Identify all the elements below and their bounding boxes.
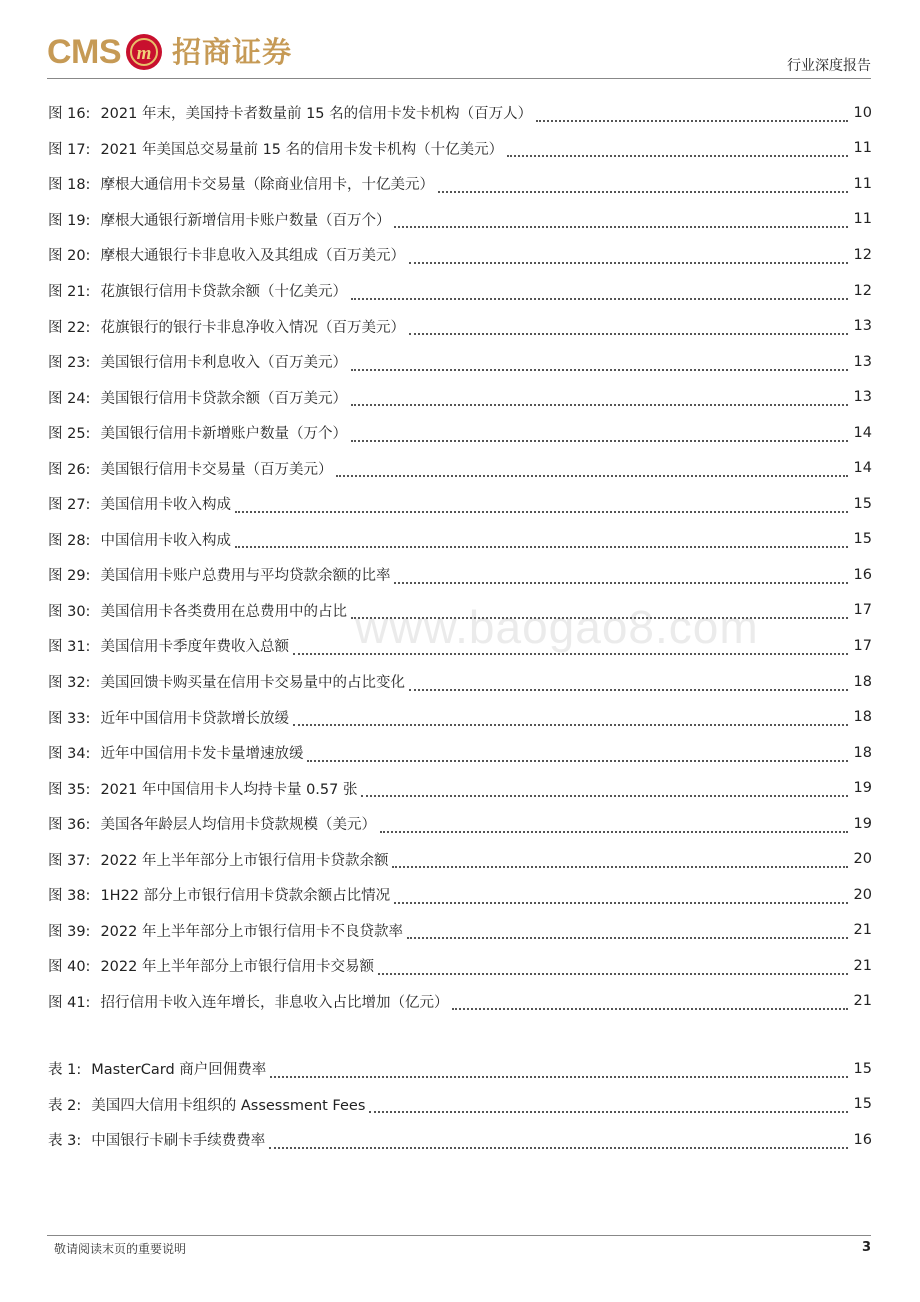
entry-title[interactable]: 招行信用卡收入连年增长，非息收入占比增加（亿元）	[100, 994, 449, 1011]
dot-leader	[235, 534, 848, 548]
dot-leader	[392, 854, 848, 868]
entry-page-number[interactable]: 13	[853, 318, 872, 335]
entry-page-number[interactable]: 20	[853, 886, 872, 903]
entry-title[interactable]: 美国银行信用卡利息收入（百万美元）	[100, 355, 347, 372]
dot-leader	[269, 1135, 848, 1149]
entry-label: 图 40:	[48, 959, 91, 976]
figure-toc-entry[interactable]	[48, 557, 872, 593]
entry-title[interactable]: 美国信用卡收入构成	[100, 497, 231, 514]
dot-leader	[407, 925, 848, 939]
entry-page-number[interactable]: 16	[853, 1131, 872, 1148]
figure-toc-entry[interactable]	[48, 486, 872, 522]
entry-title[interactable]: 1H22 部分上市银行信用卡贷款余额占比情况	[100, 888, 391, 905]
entry-title[interactable]: 2021 年美国总交易量前 15 名的信用卡发卡机构（十亿美元）	[100, 141, 504, 158]
entry-page-number[interactable]: 16	[853, 566, 872, 583]
entry-label: 表 1:	[48, 1062, 82, 1079]
entry-label: 图 20:	[48, 248, 91, 265]
table-toc-entry[interactable]	[48, 1122, 872, 1158]
entry-label: 图 17:	[48, 141, 91, 158]
entry-page-number[interactable]: 13	[853, 353, 872, 370]
dot-leader	[409, 250, 848, 264]
entry-page-number[interactable]: 20	[853, 851, 872, 868]
entry-title[interactable]: 2021 年中国信用卡人均持卡量 0.57 张	[100, 781, 358, 798]
figure-toc-entry[interactable]	[48, 735, 872, 771]
page-number: 3	[861, 1240, 871, 1255]
entry-title[interactable]: 美国信用卡账户总费用与平均贷款余额的比率	[100, 568, 391, 585]
figure-toc-entry[interactable]	[48, 628, 872, 664]
figure-toc-entry[interactable]	[48, 699, 872, 735]
entry-page-number[interactable]: 19	[853, 780, 872, 797]
entry-page-number[interactable]: 15	[853, 1060, 872, 1077]
table-toc-entry[interactable]	[48, 1051, 872, 1087]
entry-label: 图 28:	[48, 532, 91, 549]
figure-toc-entry[interactable]	[48, 593, 872, 629]
figure-toc-entry[interactable]	[48, 806, 872, 842]
entry-label: 图 34:	[48, 746, 91, 763]
dot-leader	[307, 748, 848, 762]
dot-leader	[270, 1064, 848, 1078]
dot-leader	[378, 961, 848, 975]
dot-leader	[336, 463, 848, 477]
entry-page-number[interactable]: 15	[853, 531, 872, 548]
dot-leader	[380, 819, 848, 833]
entry-title[interactable]: 花旗银行信用卡贷款余额（十亿美元）	[100, 284, 347, 300]
figure-toc-entry[interactable]	[48, 379, 872, 415]
entry-page-number[interactable]: 17	[853, 637, 872, 654]
entry-label: 图 16:	[48, 106, 91, 123]
figure-toc-entry[interactable]	[48, 450, 872, 486]
report-type: 行业深度报告	[787, 58, 871, 74]
figure-toc-entry[interactable]	[48, 770, 872, 806]
tables-toc	[48, 1051, 872, 1158]
entry-title[interactable]: 近年中国信用卡贷款增长放缓	[100, 710, 289, 727]
dot-leader	[409, 677, 848, 691]
entry-page-number[interactable]: 12	[853, 282, 872, 299]
dot-leader	[409, 321, 848, 335]
entry-label: 图 23:	[48, 355, 91, 372]
entry-title[interactable]: 美国银行信用卡贷款余额（百万美元）	[100, 390, 347, 407]
entry-label: 图 26:	[48, 461, 91, 478]
entry-page-number[interactable]: 12	[853, 246, 872, 263]
dot-leader	[293, 712, 848, 726]
figure-toc-entry[interactable]	[48, 415, 872, 451]
entry-label: 表 2:	[48, 1097, 82, 1114]
figure-toc-entry[interactable]	[48, 664, 872, 700]
figure-toc-entry[interactable]	[48, 308, 872, 344]
entry-label: 图 25:	[48, 426, 91, 443]
entry-title[interactable]: 中国银行卡刷卡手续费费率	[91, 1133, 266, 1150]
entry-page-number[interactable]: 17	[853, 602, 872, 619]
entry-label: 图 29:	[48, 568, 91, 585]
dot-leader	[394, 214, 848, 228]
dot-leader	[351, 392, 848, 406]
entry-label: 图 21:	[48, 284, 91, 300]
entry-page-number[interactable]: 14	[853, 460, 872, 477]
entry-label: 图 36:	[48, 817, 91, 834]
dot-leader	[293, 641, 848, 655]
dot-leader	[351, 428, 848, 442]
entry-label: 图 41:	[48, 994, 91, 1011]
entry-label: 图 31:	[48, 639, 91, 656]
entry-page-number[interactable]: 13	[853, 389, 872, 406]
logo-emblem-icon	[124, 32, 164, 72]
entry-page-number[interactable]: 21	[853, 957, 872, 974]
dot-leader	[394, 890, 848, 904]
entry-label: 图 19:	[48, 212, 91, 229]
entry-label: 图 38:	[48, 888, 91, 905]
svg-text:m: m	[136, 43, 152, 64]
logo-chinese-name: 招商证券	[172, 35, 293, 69]
entry-label: 图 37:	[48, 852, 91, 869]
dot-leader	[452, 996, 848, 1010]
entry-title[interactable]: 摩根大通信用卡交易量（除商业信用卡，十亿美元）	[100, 177, 434, 194]
footer-divider	[47, 1235, 871, 1236]
entry-title[interactable]: MasterCard 商户回佣费率	[91, 1062, 267, 1079]
entry-page-number[interactable]: 14	[853, 424, 872, 441]
entry-page-number[interactable]: 18	[853, 673, 872, 690]
entry-title[interactable]: 美国四大信用卡组织的 Assessment Fees	[91, 1097, 366, 1114]
figure-toc-entry[interactable]	[48, 948, 872, 984]
entry-page-number[interactable]: 19	[853, 815, 872, 832]
entry-title[interactable]: 美国各年龄层人均信用卡贷款规模（美元）	[100, 817, 376, 834]
entry-title[interactable]: 2022 年上半年部分上市银行信用卡不良贷款率	[100, 923, 403, 940]
entry-label: 图 35:	[48, 781, 91, 798]
entry-title[interactable]: 2022 年上半年部分上市银行信用卡交易额	[100, 959, 374, 976]
entry-title[interactable]: 美国信用卡季度年费收入总额	[100, 639, 289, 656]
figure-toc-entry[interactable]	[48, 984, 872, 1020]
dot-leader	[536, 108, 848, 122]
entry-label: 图 32:	[48, 675, 91, 692]
dot-leader	[235, 499, 848, 513]
entry-page-number[interactable]: 10	[853, 104, 872, 121]
figures-toc	[48, 95, 872, 1019]
logo-text: CMS	[47, 33, 122, 71]
entry-title[interactable]: 美国银行信用卡交易量（百万美元）	[100, 461, 333, 478]
entry-label: 图 30:	[48, 603, 91, 620]
entry-page-number[interactable]: 11	[853, 175, 872, 192]
figure-toc-entry[interactable]	[48, 95, 872, 131]
entry-title[interactable]: 2021 年末，美国持卡者数量前 15 名的信用卡发卡机构（百万人）	[100, 106, 533, 123]
entry-title[interactable]: 摩根大通银行新增信用卡账户数量（百万个）	[100, 212, 391, 229]
entry-label: 图 24:	[48, 390, 91, 407]
dot-leader	[361, 783, 848, 797]
figure-toc-entry[interactable]	[48, 522, 872, 558]
entry-title[interactable]: 中国信用卡收入构成	[100, 532, 231, 549]
entry-label: 图 39:	[48, 923, 91, 940]
entry-title[interactable]: 美国信用卡各类费用在总费用中的占比	[100, 603, 347, 620]
entry-title[interactable]: 美国回馈卡购买量在信用卡交易量中的占比变化	[100, 675, 405, 692]
dot-leader	[369, 1099, 848, 1113]
cms-logo	[47, 30, 292, 74]
entry-label: 图 22:	[48, 319, 91, 336]
entry-page-number[interactable]: 15	[853, 495, 872, 512]
dot-leader	[394, 570, 848, 584]
entry-title[interactable]: 摩根大通银行卡非息收入及其组成（百万美元）	[100, 248, 405, 265]
entry-title[interactable]: 花旗银行的银行卡非息净收入情况（百万美元）	[100, 319, 405, 336]
entry-title[interactable]: 2022 年上半年部分上市银行信用卡贷款余额	[100, 852, 389, 869]
table-toc-entry[interactable]	[48, 1087, 872, 1123]
entry-label: 图 33:	[48, 710, 91, 727]
entry-page-number[interactable]: 18	[853, 744, 872, 761]
dot-leader	[351, 605, 848, 619]
figure-toc-entry[interactable]	[48, 344, 872, 380]
figure-toc-entry[interactable]	[48, 273, 872, 309]
entry-title[interactable]: 近年中国信用卡发卡量增速放缓	[100, 746, 304, 763]
entry-page-number[interactable]: 21	[853, 993, 872, 1010]
entry-title[interactable]: 美国银行信用卡新增账户数量（万个）	[100, 426, 347, 443]
dot-leader	[507, 143, 848, 157]
page-header	[0, 0, 920, 90]
figure-toc-entry[interactable]	[48, 131, 872, 167]
entry-page-number[interactable]: 11	[853, 211, 872, 228]
header-divider	[47, 78, 871, 79]
figure-toc-entry[interactable]	[48, 237, 872, 273]
watermark: www.baogao8.com	[355, 601, 759, 653]
dot-leader	[351, 357, 848, 371]
figure-toc-entry[interactable]	[48, 877, 872, 913]
entry-label: 图 18:	[48, 177, 91, 194]
entry-label: 表 3:	[48, 1133, 82, 1150]
dot-leader	[351, 286, 848, 300]
figure-toc-entry[interactable]	[48, 202, 872, 238]
entry-page-number[interactable]: 11	[853, 140, 872, 157]
entry-page-number[interactable]: 18	[853, 709, 872, 726]
footer-disclaimer-note: 敬请阅读末页的重要说明	[54, 1242, 187, 1256]
entry-label: 图 27:	[48, 497, 91, 514]
dot-leader	[438, 179, 848, 193]
figure-toc-entry[interactable]	[48, 841, 872, 877]
figure-toc-entry[interactable]	[48, 166, 872, 202]
figure-toc-entry[interactable]	[48, 913, 872, 949]
entry-page-number[interactable]: 21	[853, 922, 872, 939]
entry-page-number[interactable]: 15	[853, 1096, 872, 1113]
